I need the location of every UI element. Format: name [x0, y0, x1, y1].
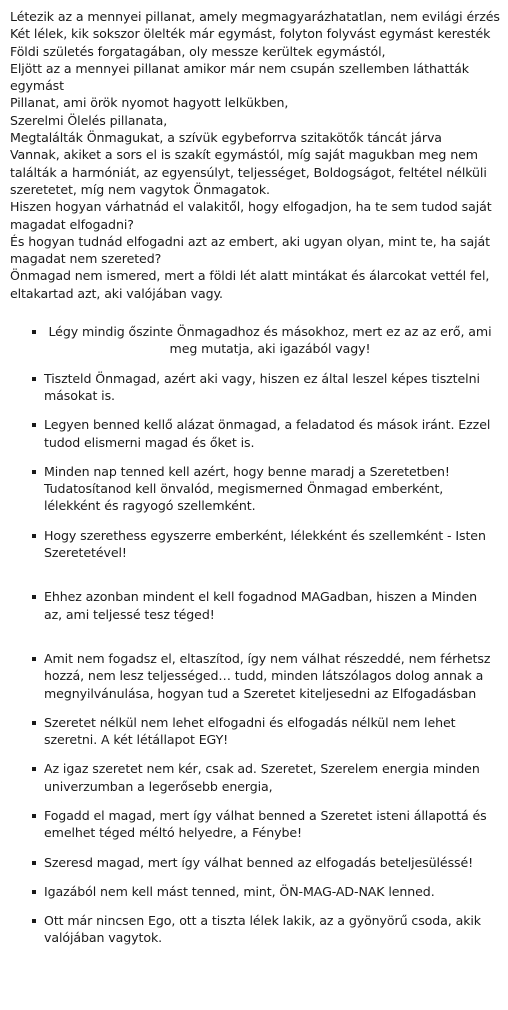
list-item-text: Hogy szerethess egyszerre emberként, lélekként és szellemként - Isten Szeretetével!	[44, 527, 486, 561]
list-item-text: Szeretet nélkül nem lehet elfogadni és elfogadás nélkül nem lehet szeretni. A két létállapot EGY!	[44, 714, 456, 748]
list-item	[32, 527, 496, 562]
bullet-square-icon	[32, 861, 36, 865]
bullet-square-icon	[32, 721, 36, 725]
list-item-text: Minden nap tenned kell azért, hogy benne maradj a Szeretetben! Tudatosítanod kell önvalód, megismerned Önmagad emberként, lélekként és ragyogó szellemként.	[44, 463, 450, 514]
intro-line: Létezik az a mennyei pillanat, amely megmagyarázhatatlan, nem evilági érzés	[10, 9, 500, 24]
intro-line: És hogyan tudnád elfogadni azt az embert, aki ugyan olyan, mint te, ha saját magadat nem szereted?	[10, 233, 490, 267]
list-item	[32, 912, 496, 947]
list-item	[32, 807, 496, 842]
bullet-square-icon	[32, 534, 36, 538]
list-item	[32, 416, 496, 451]
list-item	[32, 650, 496, 702]
intro-line: Hiszen hogyan várhatnád el valakitől, hogy elfogadjon, ha te sem tudod saját magadat elfogadni?	[10, 199, 492, 232]
bullet-square-icon	[32, 919, 36, 923]
bullet-square-icon	[32, 814, 36, 818]
bullet-square-icon	[32, 657, 36, 661]
list-item-text: Fogadd el magad, mert így válhat benned a Szeretet isteni állapottá és emelhet téged méltó helyedre, a Fénybe!	[44, 807, 487, 841]
bullet-square-icon	[32, 377, 36, 381]
intro-line: Önmagad nem ismered, mert a földi lét alatt mintákat és álarcokat vettél fel, eltakartad azt, aki valójában vagy.	[10, 268, 490, 301]
list-item	[32, 370, 496, 405]
bullet-square-icon	[32, 890, 36, 894]
list-item	[32, 760, 496, 795]
bullet-square-icon	[32, 595, 36, 599]
intro-line: Vannak, akiket a sors el is szakít egymástól, míg saját magukban meg nem találták a harmóniát, az egyensúlyt, teljességet, Boldogságot, feltétel nélküli szeretetet, míg nem vagytok Önmagatok.	[10, 147, 487, 197]
list-item-text: Legyen benned kellő alázat önmagad, a feladatod és mások iránt. Ezzel tudod elismerni magad és őket is.	[44, 417, 491, 450]
list-item-text: Légy mindig őszinte Önmagadhoz és másokhoz, mert ez az az erő, ami meg mutatja, aki igazából vagy!	[48, 324, 492, 357]
list-item	[32, 714, 496, 749]
list-item-text: Amit nem fogadsz el, eltaszítod, így nem válhat részeddé, nem férhetsz hozzá, nem lesz teljességed… tudd, minden látszólagos dolog annak a megnyilvánulása, hogyan tud a Szeretet kiteljesedni az Elfogadásban	[44, 650, 491, 701]
list-item-text: Ott már nincsen Ego, ott a tiszta lélek lakik, az a gyönyörű csoda, akik valójában vagytok.	[44, 913, 481, 946]
list-item	[32, 854, 496, 871]
list-item	[32, 323, 496, 358]
intro-line: Eljött az a mennyei pillanat amikor már nem csupán szellemben láthatták egymást	[10, 60, 469, 94]
bullet-square-icon	[32, 423, 36, 427]
bullet-square-icon	[32, 470, 36, 474]
intro-line: Szerelmi Ölelés pillanata,	[10, 112, 168, 128]
list-item-text: Az igaz szeretet nem kér, csak ad. Szeretet, Szerelem energia minden univerzumban a legerősebb energia,	[44, 761, 480, 794]
intro-verses	[10, 8, 502, 302]
list-item-text: Ehhez azonban mindent el kell fogadnod MAGadban, hiszen a Minden az, ami teljessé tesz téged!	[44, 589, 477, 622]
affirmation-list	[10, 323, 502, 947]
bullet-square-icon	[32, 767, 36, 771]
intro-line: Megtalálták Önmagukat, a szívük egybeforrva szitakötők táncát járva	[10, 130, 442, 146]
list-item-text: Tiszteld Önmagad, azért aki vagy, hiszen ez által leszel képes tisztelni másokat is.	[44, 370, 480, 403]
intro-line: Pillanat, ami örök nyomot hagyott lelkükben,	[10, 95, 289, 111]
bullet-square-icon	[32, 330, 36, 334]
list-item	[32, 588, 496, 623]
intro-line: Két lélek, kik sokszor ölelték már egymást, folyton folyvást egymást keresték	[10, 26, 491, 42]
list-item	[32, 883, 496, 900]
list-item	[32, 463, 496, 515]
list-item-text: Szeresd magad, mert így válhat benned az elfogadás beteljesüléssé!	[44, 854, 474, 870]
list-item-text: Igazából nem kell mást tenned, mint, ÖN-MAG-AD-NAK lenned.	[44, 883, 435, 899]
intro-line: Földi születés forgatagában, oly messze kerültek egymástól,	[10, 43, 386, 59]
